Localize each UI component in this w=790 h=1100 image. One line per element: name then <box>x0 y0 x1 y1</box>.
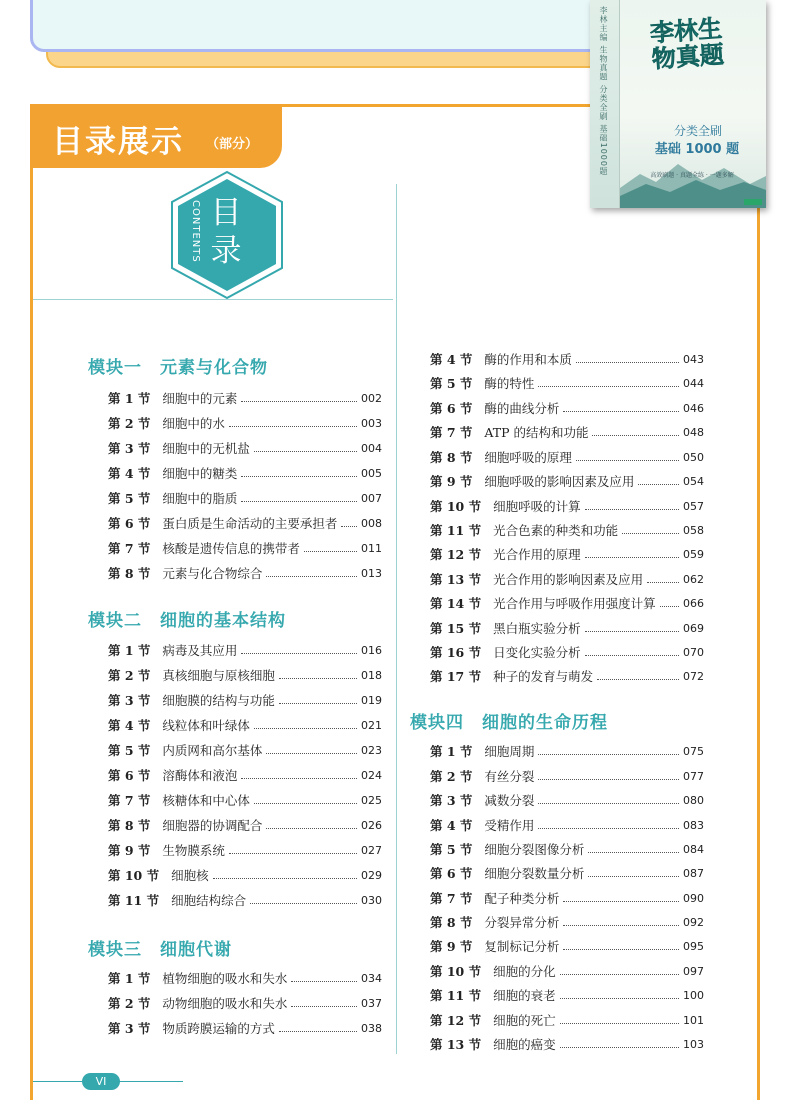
page-number: 046 <box>683 401 704 415</box>
book-spine <box>590 0 620 208</box>
section-title: 物质跨膜运输的方式 <box>162 1021 275 1036</box>
section-number: 第 6 节 <box>430 401 473 416</box>
page-number: 007 <box>361 491 382 505</box>
toc-row[interactable] <box>430 863 704 883</box>
section-title: 日变化实验分析 <box>493 645 581 660</box>
leader-dots <box>254 451 357 452</box>
section-title: 细胞中的脂质 <box>162 491 238 506</box>
leader-dots <box>538 386 679 387</box>
page-number: 092 <box>683 915 704 929</box>
page-number: 057 <box>683 499 704 513</box>
leader-dots <box>279 678 357 679</box>
section-number: 第 8 节 <box>430 915 473 930</box>
page-number: 021 <box>361 718 382 732</box>
toc-row[interactable] <box>430 349 704 369</box>
section-title: 核酸是遗传信息的携带者 <box>162 541 300 556</box>
page-number: 072 <box>683 669 704 683</box>
toc-row[interactable] <box>108 890 382 910</box>
section-title: 生物膜系统 <box>162 843 225 858</box>
section-number: 第 3 节 <box>108 693 151 708</box>
section-title: 复制标记分析 <box>484 939 560 954</box>
toc-row[interactable] <box>430 471 704 491</box>
page-number: 004 <box>361 441 382 455</box>
book-footer-text: 高效刷题 · 真题全练 · 一题多解 <box>650 172 734 179</box>
book-tag <box>744 199 762 205</box>
toc-row[interactable] <box>108 538 382 558</box>
section-title: 细胞呼吸的计算 <box>493 499 581 514</box>
toc-row[interactable] <box>430 618 704 638</box>
section-title: 细胞中的糖类 <box>162 466 238 481</box>
page-number: 018 <box>361 668 382 682</box>
page-number: 003 <box>361 416 382 430</box>
leader-dots <box>622 533 679 534</box>
page-number: 069 <box>683 621 704 635</box>
page-number: 080 <box>683 793 704 807</box>
leader-dots <box>585 509 679 510</box>
section-title: ATP 的结构和功能 <box>484 425 589 440</box>
page-number: 087 <box>683 866 704 880</box>
book-subtitle-count: 基础 1000 题 <box>654 142 740 157</box>
section-title: 有丝分裂 <box>484 769 535 784</box>
leader-dots <box>576 362 679 363</box>
section-number: 第 7 节 <box>430 891 473 906</box>
page-number: 077 <box>683 769 704 783</box>
leader-dots <box>279 1031 357 1032</box>
leader-dots <box>241 401 357 402</box>
leader-dots <box>588 852 679 853</box>
toc-row[interactable] <box>430 888 704 908</box>
section-number: 第 14 节 <box>430 596 482 611</box>
leader-dots <box>597 679 679 680</box>
frame-left-border <box>30 104 33 1100</box>
page-number: 095 <box>683 939 704 953</box>
book-title: 李林生物真题 <box>649 14 725 74</box>
page-number: 043 <box>683 352 704 366</box>
leader-dots <box>213 878 357 879</box>
section-number: 第 2 节 <box>430 769 473 784</box>
section-number: 第 10 节 <box>430 964 482 979</box>
module-heading: 模块一 元素与化合物 <box>88 358 268 378</box>
section-number: 第 5 节 <box>108 491 151 506</box>
section-title: 细胞的死亡 <box>493 1013 556 1028</box>
leader-dots <box>538 779 679 780</box>
toc-row[interactable] <box>108 968 382 988</box>
toc-row[interactable] <box>430 520 704 540</box>
toc-row[interactable] <box>430 593 704 613</box>
section-title: 细胞器的协调配合 <box>162 818 263 833</box>
leader-dots <box>560 998 679 999</box>
section-title: 酶的曲线分析 <box>484 401 560 416</box>
page-number: 070 <box>683 645 704 659</box>
toc-row[interactable] <box>108 993 382 1013</box>
section-title: 溶酶体和液泡 <box>162 768 238 783</box>
toc-row[interactable] <box>430 766 704 786</box>
toc-row[interactable] <box>430 839 704 859</box>
section-number: 第 13 节 <box>430 1037 482 1052</box>
toc-row[interactable] <box>108 815 382 835</box>
leader-dots <box>538 803 679 804</box>
leader-dots <box>585 655 679 656</box>
section-number: 第 8 节 <box>108 818 151 833</box>
section-number: 第 8 节 <box>430 450 473 465</box>
toc-row[interactable] <box>108 840 382 860</box>
section-number: 第 9 节 <box>430 474 473 489</box>
section-title: 细胞核 <box>171 868 209 883</box>
section-number: 第 15 节 <box>430 621 482 636</box>
section-title: 细胞的分化 <box>493 964 556 979</box>
page-number: 027 <box>361 843 382 857</box>
page-number: 059 <box>683 547 704 561</box>
page-number: 097 <box>683 964 704 978</box>
page-number: 044 <box>683 376 704 390</box>
section-number: 第 7 节 <box>430 425 473 440</box>
section-title: 细胞分裂数量分析 <box>484 866 585 881</box>
page-number: 038 <box>361 1021 382 1035</box>
page-number: 037 <box>361 996 382 1010</box>
section-number: 第 5 节 <box>430 376 473 391</box>
section-number: 第 2 节 <box>108 996 151 1011</box>
section-title: 线粒体和叶绿体 <box>162 718 250 733</box>
section-title: 光合作用与呼吸作用强度计算 <box>493 596 656 611</box>
toc-row[interactable] <box>108 513 382 533</box>
section-title: 元素与化合物综合 <box>162 566 263 581</box>
page-number: 062 <box>683 572 704 586</box>
leader-dots <box>279 703 357 704</box>
toc-row[interactable] <box>430 373 704 393</box>
toc-row[interactable] <box>108 438 382 458</box>
section-title: 酶的作用和本质 <box>484 352 572 367</box>
section-title: 光合色素的种类和功能 <box>493 523 619 538</box>
leader-dots <box>266 753 357 754</box>
section-number: 第 4 节 <box>108 466 151 481</box>
section-number: 第 4 节 <box>430 818 473 833</box>
page-number: 034 <box>361 971 382 985</box>
section-number: 第 2 节 <box>108 416 151 431</box>
leader-dots <box>560 1023 679 1024</box>
section-number: 第 11 节 <box>430 523 482 538</box>
section-title: 核糖体和中心体 <box>162 793 250 808</box>
section-title: 真核细胞与原核细胞 <box>162 668 275 683</box>
page-number: 005 <box>361 466 382 480</box>
section-number: 第 9 节 <box>108 843 151 858</box>
contents-label-cn: 目录 <box>210 195 242 269</box>
page-number: 058 <box>683 523 704 537</box>
leader-dots <box>241 653 357 654</box>
leader-dots <box>291 981 357 982</box>
page-number: 008 <box>361 516 382 530</box>
section-title: 植物细胞的吸水和失水 <box>162 971 288 986</box>
section-number: 第 2 节 <box>108 668 151 683</box>
section-number: 第 3 节 <box>108 1021 151 1036</box>
section-number: 第 12 节 <box>430 1013 482 1028</box>
section-number: 第 10 节 <box>430 499 482 514</box>
section-number: 第 12 节 <box>430 547 482 562</box>
section-number: 第 11 节 <box>430 988 482 1003</box>
toc-row[interactable] <box>108 715 382 735</box>
section-number: 第 9 节 <box>430 939 473 954</box>
section-title: 细胞分裂图像分析 <box>484 842 585 857</box>
toc-row[interactable] <box>430 398 704 418</box>
leader-dots <box>660 606 679 607</box>
toc-row[interactable] <box>430 912 704 932</box>
leader-dots <box>576 460 679 461</box>
leader-dots <box>585 557 679 558</box>
section-number: 第 7 节 <box>108 793 151 808</box>
leader-dots <box>341 526 357 527</box>
section-number: 第 4 节 <box>430 352 473 367</box>
leader-dots <box>250 903 357 904</box>
book-subtitle: 分类全刷 <box>673 124 722 138</box>
leader-dots <box>229 426 357 427</box>
section-title: 光合作用的原理 <box>493 547 581 562</box>
toc-row[interactable] <box>430 447 704 467</box>
leader-dots <box>563 901 679 902</box>
section-title: 动物细胞的吸水和失水 <box>162 996 288 1011</box>
section-number: 第 5 节 <box>108 743 151 758</box>
leader-dots <box>241 476 357 477</box>
toc-row[interactable] <box>430 961 704 981</box>
page-number: 002 <box>361 391 382 405</box>
section-title: 受精作用 <box>484 818 535 833</box>
frame-right-border <box>757 206 760 1100</box>
page-number: 048 <box>683 425 704 439</box>
toc-row[interactable] <box>108 790 382 810</box>
page-number: 011 <box>361 541 382 555</box>
toc-row[interactable] <box>108 765 382 785</box>
section-number: 第 6 节 <box>108 768 151 783</box>
divider-horizontal <box>33 299 393 300</box>
book-cover-image <box>590 0 766 208</box>
toc-row[interactable] <box>108 413 382 433</box>
section-number: 第 6 节 <box>108 516 151 531</box>
contents-label-en: CONTENTS <box>190 200 201 263</box>
leader-dots <box>585 631 679 632</box>
section-title: 配子种类分析 <box>484 891 560 906</box>
page-number: 084 <box>683 842 704 856</box>
page-number: 019 <box>361 693 382 707</box>
section-number: 第 11 节 <box>108 893 160 908</box>
section-title: 分裂异常分析 <box>484 915 560 930</box>
section-title: 细胞的衰老 <box>493 988 556 1003</box>
section-number: 第 3 节 <box>108 441 151 456</box>
toc-row[interactable] <box>430 985 704 1005</box>
leader-dots <box>638 484 679 485</box>
module-heading: 模块四 细胞的生命历程 <box>410 713 608 733</box>
toc-row[interactable] <box>430 642 704 662</box>
page-number: 026 <box>361 818 382 832</box>
toc-row[interactable] <box>108 1018 382 1038</box>
page-number: 103 <box>683 1037 704 1051</box>
page-number: 075 <box>683 744 704 758</box>
section-title: 减数分裂 <box>484 793 535 808</box>
toc-row[interactable] <box>430 1034 704 1054</box>
section-title: 病毒及其应用 <box>162 643 238 658</box>
page-number: 023 <box>361 743 382 757</box>
section-title: 细胞呼吸的影响因素及应用 <box>484 474 635 489</box>
leader-dots <box>563 925 679 926</box>
section-number: 第 1 节 <box>430 744 473 759</box>
section-number: 第 10 节 <box>108 868 160 883</box>
section-title: 细胞周期 <box>484 744 535 759</box>
section-number: 第 7 节 <box>108 541 151 556</box>
section-title: 目录展示 <box>52 124 184 160</box>
toc-row[interactable] <box>430 496 704 516</box>
toc-row[interactable] <box>430 815 704 835</box>
book-spine-text: 李林主编 生物真题 分类全刷 基础1000题 <box>599 6 608 176</box>
page-number: 100 <box>683 988 704 1002</box>
section-title: 酶的特性 <box>484 376 535 391</box>
page-number: 101 <box>683 1013 704 1027</box>
leader-dots <box>563 411 679 412</box>
toc-row[interactable] <box>430 422 704 442</box>
section-title: 细胞结构综合 <box>171 893 247 908</box>
section-subtitle: （部分） <box>206 137 259 152</box>
section-number: 第 8 节 <box>108 566 151 581</box>
toc-row[interactable] <box>108 740 382 760</box>
leader-dots <box>266 828 357 829</box>
leader-dots <box>563 949 679 950</box>
leader-dots <box>229 853 357 854</box>
leader-dots <box>560 1047 679 1048</box>
leader-dots <box>538 754 679 755</box>
section-number: 第 1 节 <box>108 971 151 986</box>
section-title: 细胞的癌变 <box>493 1037 556 1052</box>
toc-row[interactable] <box>108 640 382 660</box>
leader-dots <box>254 728 357 729</box>
page-number: 029 <box>361 868 382 882</box>
section-number: 第 3 节 <box>430 793 473 808</box>
leader-dots <box>647 582 679 583</box>
leader-dots <box>592 435 679 436</box>
page-number: 030 <box>361 893 382 907</box>
toc-row[interactable] <box>108 563 382 583</box>
section-title: 光合作用的影响因素及应用 <box>493 572 644 587</box>
leader-dots <box>560 974 679 975</box>
page-number: 050 <box>683 450 704 464</box>
section-number: 第 5 节 <box>430 842 473 857</box>
section-title: 黑白瓶实验分析 <box>493 621 581 636</box>
toc-row[interactable] <box>108 388 382 408</box>
leader-dots <box>588 876 679 877</box>
module-heading: 模块三 细胞代谢 <box>88 940 232 960</box>
toc-row[interactable] <box>430 790 704 810</box>
leader-dots <box>241 778 357 779</box>
page-number: 025 <box>361 793 382 807</box>
section-title: 内质网和高尔基体 <box>162 743 263 758</box>
toc-row[interactable] <box>430 1010 704 1030</box>
toc-row[interactable] <box>108 665 382 685</box>
section-title: 细胞中的水 <box>162 416 225 431</box>
toc-row[interactable] <box>108 690 382 710</box>
page-number: 066 <box>683 596 704 610</box>
page-label-badge: VI <box>82 1073 120 1090</box>
toc-row[interactable] <box>108 865 382 885</box>
toc-row[interactable] <box>430 741 704 761</box>
toc-row[interactable] <box>430 544 704 564</box>
section-number: 第 1 节 <box>108 643 151 658</box>
section-title: 种子的发育与萌发 <box>493 669 594 684</box>
leader-dots <box>304 551 357 552</box>
section-number: 第 4 节 <box>108 718 151 733</box>
section-number: 第 13 节 <box>430 572 482 587</box>
page-number: 016 <box>361 643 382 657</box>
section-number: 第 6 节 <box>430 866 473 881</box>
leader-dots <box>266 576 357 577</box>
page-number: 013 <box>361 566 382 580</box>
section-number: 第 1 节 <box>108 391 151 406</box>
leader-dots <box>538 828 679 829</box>
toc-row[interactable] <box>430 569 704 589</box>
page-number: 054 <box>683 474 704 488</box>
page-number: 024 <box>361 768 382 782</box>
page-number: 090 <box>683 891 704 905</box>
section-title: 细胞中的元素 <box>162 391 238 406</box>
leader-dots <box>254 803 357 804</box>
toc-row[interactable] <box>108 463 382 483</box>
divider-vertical <box>396 184 397 1054</box>
leader-dots <box>241 501 357 502</box>
toc-row[interactable] <box>430 666 704 686</box>
leader-dots <box>291 1006 357 1007</box>
section-title: 细胞膜的结构与功能 <box>162 693 275 708</box>
section-title: 细胞中的无机盐 <box>162 441 250 456</box>
page-number: 083 <box>683 818 704 832</box>
module-heading: 模块二 细胞的基本结构 <box>88 611 286 631</box>
section-title: 细胞呼吸的原理 <box>484 450 572 465</box>
section-title: 蛋白质是生命活动的主要承担者 <box>162 516 338 531</box>
section-number: 第 17 节 <box>430 669 482 684</box>
toc-row[interactable] <box>108 488 382 508</box>
toc-row[interactable] <box>430 936 704 956</box>
section-number: 第 16 节 <box>430 645 482 660</box>
